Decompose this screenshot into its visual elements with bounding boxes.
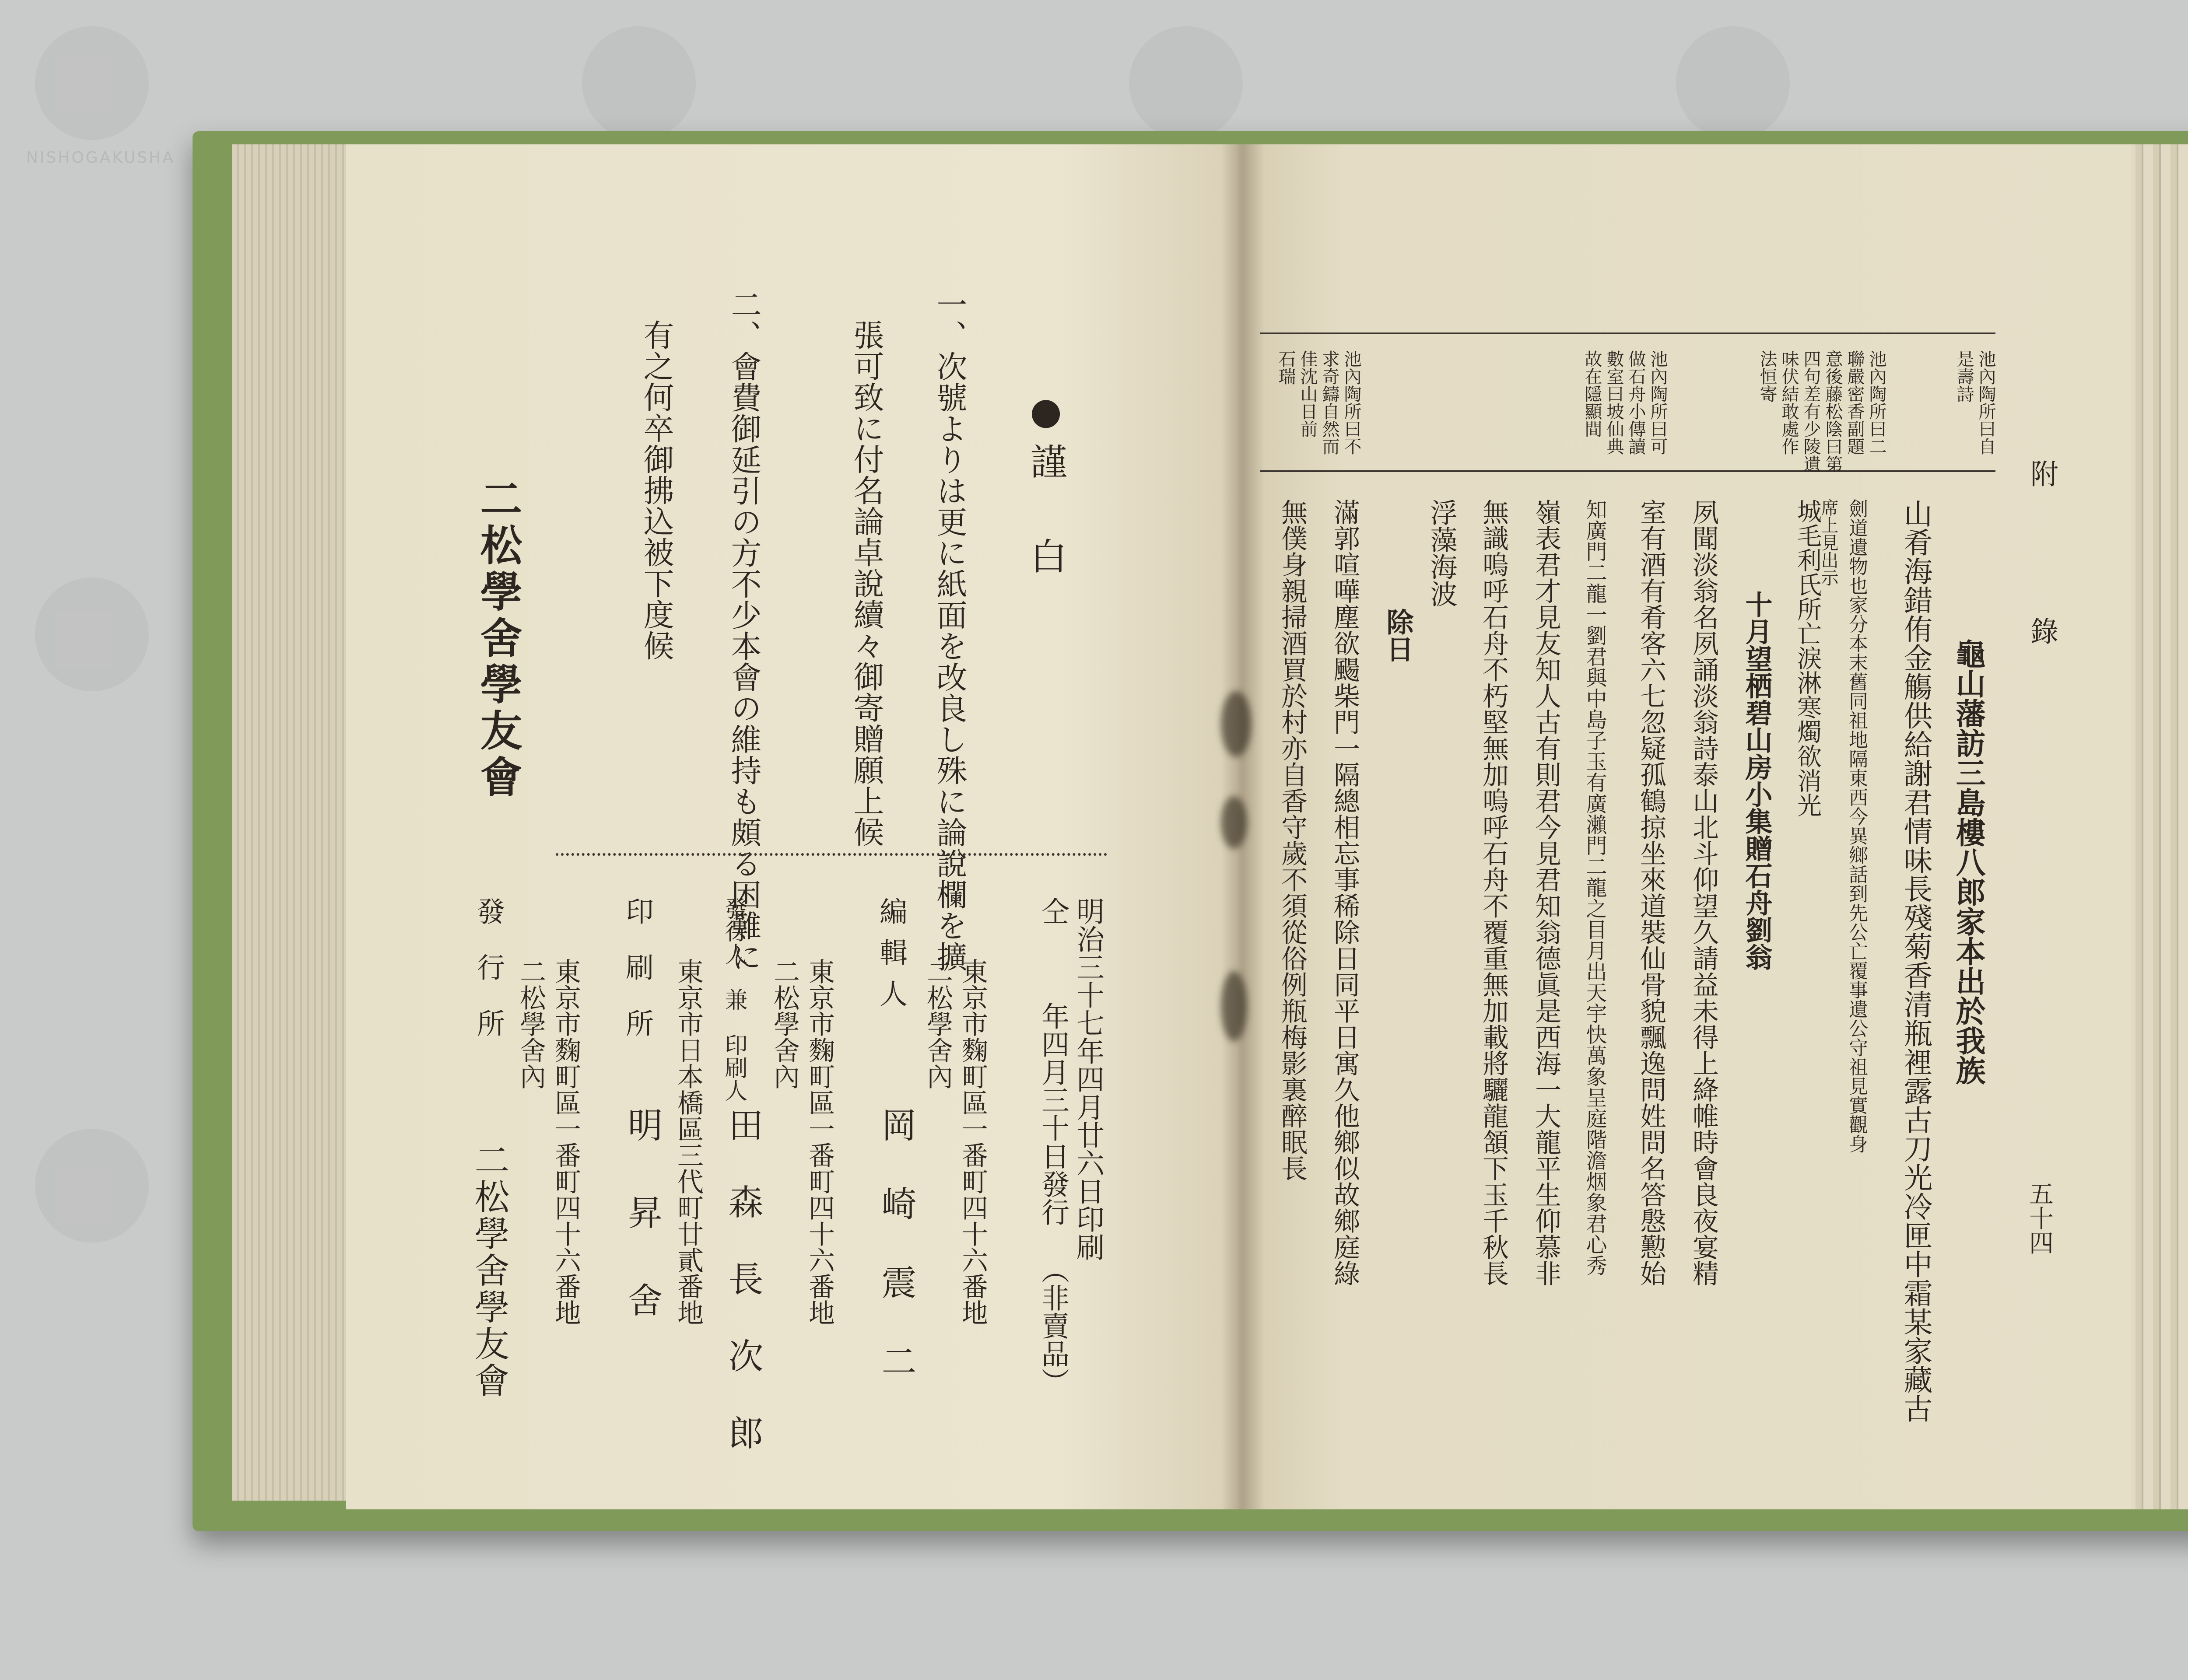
notice-title: ●謹 白 <box>1024 389 1067 584</box>
body-column: 夙聞淡翁名夙誦淡翁詩泰山北斗仰望久請益未得上絳帷時會良夜宴精 <box>1688 499 1719 1286</box>
top-note: 做石舟小傳讀 <box>1626 350 1646 455</box>
page-number: 五十四 <box>2025 1181 2054 1255</box>
body-column: 無僕身親掃酒買於村亦自香守歲不須從俗例瓶梅影裏醉眠長 <box>1277 499 1308 1181</box>
editor-label: 編輯人 <box>875 897 907 1020</box>
top-note-rule-lower <box>1260 470 1995 472</box>
publisher-address: 東京市麴町區一番町四十六番地 <box>804 958 835 1326</box>
notice-item-2-cont: 有之何卒御拂込被下度候 <box>638 319 674 661</box>
body-column: 滿郭喧嘩塵欲颺柴門一隔總相忘事稀除日同平日寓久他鄉似故鄉庭綠 <box>1329 499 1360 1286</box>
notice-signature: 二松學舍學友會 <box>473 477 523 802</box>
issued-date: 年四月三十日發行 <box>1037 1002 1069 1226</box>
top-note: 求奇鑄自然而 <box>1319 350 1339 455</box>
watermark-logo-icon <box>1129 26 1243 140</box>
watermark-logo-icon <box>35 1129 149 1242</box>
body-column: 城毛利氏所亡淚淋寒燭欲消光 <box>1793 499 1822 817</box>
notice-item-1: 一、次號よりは更に紙面を改良し殊に論說欄を擴 <box>932 289 968 972</box>
body-column: 知廣門二龍一劉君與中島子玉有廣瀨門二龍之目月出天宇快萬象呈庭階澹烟象君心秀 <box>1582 499 1607 1276</box>
top-note: 石瑞 <box>1276 350 1296 385</box>
complete-mark: 仝 <box>1037 897 1069 925</box>
body-column: 山肴海錯侑金觴供給謝君情味長殘菊香清瓶裡露古刀光冷匣中霜某家藏古 <box>1899 499 1932 1423</box>
top-note: 故在隱顯間 <box>1582 350 1602 438</box>
watermark-logo-icon <box>1676 26 1790 140</box>
editor-address: 東京市麴町區一番町四十六番地 <box>957 958 988 1326</box>
top-note: 四句差有少陵遺 <box>1801 350 1821 472</box>
body-column: 除日 <box>1382 608 1414 662</box>
body-column: 無識嗚呼石舟不朽堅無加嗚呼石舟不覆重無加載將驪龍頷下玉千秋長 <box>1478 499 1509 1286</box>
section-divider <box>556 844 1107 856</box>
top-note: 池內陶所曰可 <box>1648 350 1668 455</box>
body-column: 嶺表君才見友知人古有則君今見君知翁德眞是西海一大龍平生仰慕非 <box>1531 499 1561 1286</box>
publisher-name: 田 森 長 次 郎 <box>722 1107 763 1453</box>
issuer-name: 二松學舍學友會 <box>469 1142 509 1399</box>
watermark-logo-icon <box>582 26 696 140</box>
top-note: 意後藤松陰曰第 <box>1823 350 1843 472</box>
top-note: 數室曰坡仙典 <box>1604 350 1624 455</box>
notice-item-1-cont: 張可致に付名論卓說續々御寄贈願上候 <box>849 319 884 847</box>
printer-address: 東京市日本橋區三代町廿貳番地 <box>673 958 704 1326</box>
publisher-label: 發行人 兼 印刷人 <box>721 897 747 1102</box>
top-note: 是壽詩 <box>1954 350 1974 402</box>
right-page <box>1238 144 2131 1509</box>
body-column: 席上見出示 <box>1818 499 1838 586</box>
top-note: 法恒寄 <box>1757 350 1777 402</box>
editor-place: 二松學舍內 <box>922 958 953 1089</box>
top-note-rule-upper <box>1260 332 1995 334</box>
publisher-place: 二松學舍內 <box>769 958 800 1089</box>
top-note: 池內陶所曰二 <box>1866 350 1886 455</box>
running-header-label: 錄 <box>2026 617 2058 645</box>
body-column: 室有酒有肴客六七忽疑孤鶴掠坐來道裝仙骨貌飄逸問姓問名答慇懃始 <box>1636 499 1666 1286</box>
printed-date: 明治三十七年四月廿六日印刷 <box>1072 897 1104 1261</box>
printer-name: 明 昇 舍 <box>622 1107 663 1326</box>
ink-stain <box>1221 971 1247 1041</box>
body-column: 浮藻海波 <box>1426 499 1458 607</box>
running-header-label: 附 <box>2026 459 2058 487</box>
left-page-edges <box>232 144 350 1501</box>
top-note: 佳沈山日前 <box>1297 350 1318 438</box>
issuer-label: 發 行 所 <box>472 897 505 1037</box>
top-note: 聯嚴密香副題 <box>1844 350 1865 455</box>
watermark-logo-icon <box>35 578 149 691</box>
not-for-sale: （非賣品） <box>1037 1256 1069 1396</box>
issuer-place: 二松學舍內 <box>515 958 546 1089</box>
watermark-logo-icon <box>35 26 149 140</box>
body-column: 十月望栖碧山房小集贈石舟劉翁 <box>1741 591 1773 970</box>
body-column: 劍道遺物也家分本末舊同祖地隔東西今異鄉話到先公亡覆事遺公守祖見實觀身 <box>1845 499 1868 1153</box>
issuer-address: 東京市麴町區一番町四十六番地 <box>551 958 581 1326</box>
top-note: 池內陶所曰不 <box>1341 350 1361 455</box>
printer-label: 印 刷 所 <box>621 897 653 1037</box>
top-note: 池內陶所曰自 <box>1976 350 1996 455</box>
watermark-text: NISHOGAKUSHA <box>26 149 175 167</box>
top-note: 味伏結敢處作 <box>1779 350 1799 455</box>
editor-name: 岡 崎 震 二 <box>876 1107 916 1382</box>
left-page <box>346 144 1238 1509</box>
ink-stain <box>1221 796 1247 849</box>
notice-item-2: 二、會費御延引の方不少本會の維持も頗る困難に <box>726 289 762 972</box>
body-column: 龜山藩訪三島樓八郎家本出於我族 <box>1951 639 1986 1085</box>
ink-stain <box>1221 691 1252 757</box>
